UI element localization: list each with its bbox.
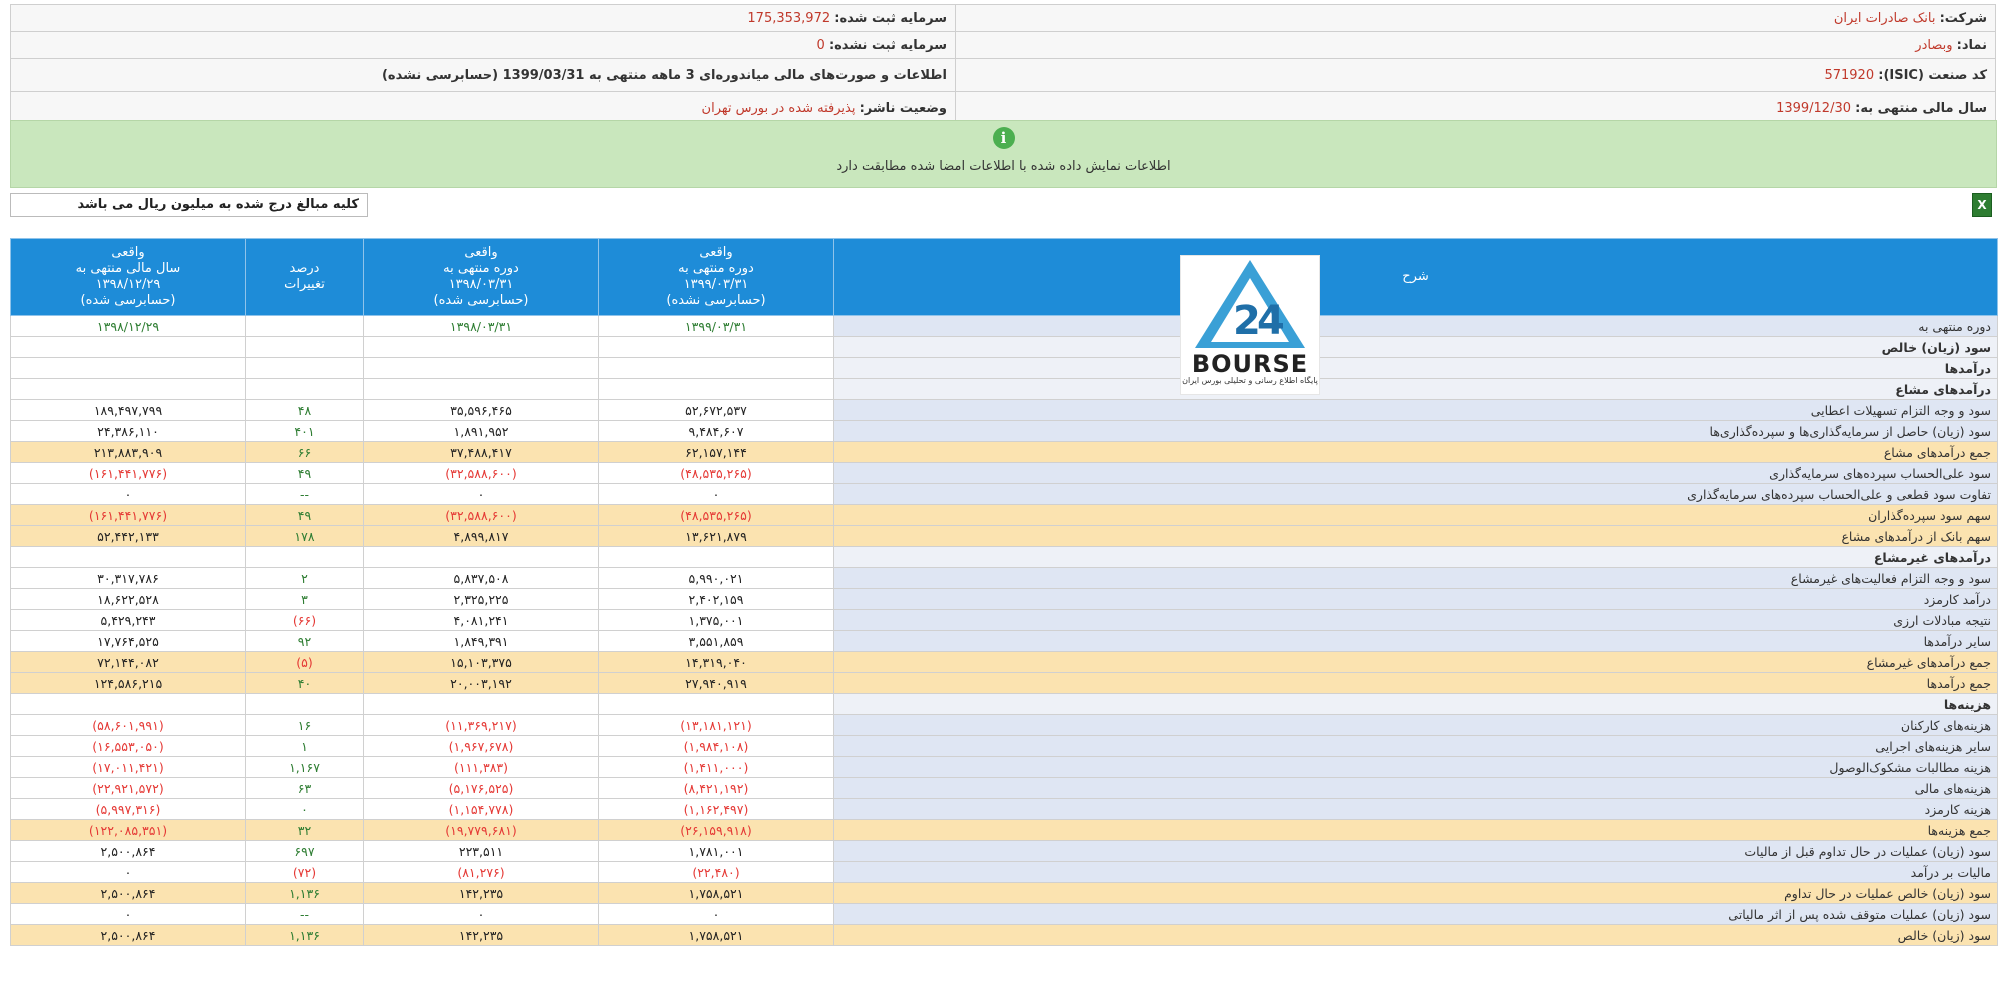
value-period-1398: ۱۵,۱۰۳,۳۷۵ bbox=[364, 652, 599, 673]
table-row bbox=[11, 337, 1998, 358]
value-fiscal-year-1398 bbox=[11, 358, 246, 379]
row-label: هزینه‌ها bbox=[834, 694, 1998, 715]
value-period-1399: ۱۳,۶۲۱,۸۷۹ bbox=[599, 526, 834, 547]
value-fiscal-year-1398 bbox=[11, 379, 246, 400]
value-change-percent: -- bbox=[246, 484, 364, 505]
unregistered-capital-cell bbox=[11, 32, 956, 59]
value-fiscal-year-1398: ۵۲,۴۴۲,۱۳۳ bbox=[11, 526, 246, 547]
value-period-1398: (۱,۹۶۷,۶۷۸) bbox=[364, 736, 599, 757]
symbol-label: نماد: bbox=[1956, 37, 1987, 53]
value-period-1398: (۵,۱۷۶,۵۲۵) bbox=[364, 778, 599, 799]
value-period-1398 bbox=[364, 694, 599, 715]
header-line: دوره منتهی به bbox=[678, 261, 754, 276]
table-row bbox=[11, 631, 1998, 652]
value-fiscal-year-1398: ۰ bbox=[11, 862, 246, 883]
header-line: تغییرات bbox=[284, 277, 325, 292]
row-label: سود (زیان) حاصل از سرمایه‌گذاری‌ها و سپرده‌گذاری‌ها bbox=[834, 421, 1998, 442]
table-row bbox=[11, 715, 1998, 736]
value-change-percent: ۶۳ bbox=[246, 778, 364, 799]
value-fiscal-year-1398: ۲۴,۳۸۶,۱۱۰ bbox=[11, 421, 246, 442]
header-line: ۱۳۹۸/۰۳/۳۱ bbox=[448, 277, 514, 292]
row-label: سایر درآمدها bbox=[834, 631, 1998, 652]
value-period-1398 bbox=[364, 358, 599, 379]
value-change-percent bbox=[246, 379, 364, 400]
value-fiscal-year-1398: (۱۲۲,۰۸۵,۳۵۱) bbox=[11, 820, 246, 841]
value-period-1398: (۱۹,۷۷۹,۶۸۱) bbox=[364, 820, 599, 841]
row-label: درآمدهای مشاع bbox=[834, 379, 1998, 400]
value-period-1398 bbox=[364, 379, 599, 400]
header-line: (حسابرسی نشده) bbox=[666, 293, 766, 308]
isic-value: 571920 bbox=[1824, 67, 1875, 83]
value-period-1398: (۳۲,۵۸۸,۶۰۰) bbox=[364, 505, 599, 526]
value-fiscal-year-1398: (۱۶۱,۴۴۱,۷۷۶) bbox=[11, 463, 246, 484]
table-row bbox=[11, 316, 1998, 337]
table-row bbox=[11, 778, 1998, 799]
value-period-1399: ۱,۷۵۸,۵۲۱ bbox=[599, 883, 834, 904]
header-line: سال مالی منتهی به bbox=[75, 261, 181, 276]
value-change-percent: ۴۰ bbox=[246, 673, 364, 694]
value-change-percent: ۱,۱۶۷ bbox=[246, 757, 364, 778]
table-row bbox=[11, 757, 1998, 778]
company-label: شرکت: bbox=[1939, 10, 1987, 26]
table-row bbox=[11, 505, 1998, 526]
value-period-1398: (۱۱۱,۳۸۳) bbox=[364, 757, 599, 778]
row-label: نتیجه مبادلات ارزی bbox=[834, 610, 1998, 631]
col-header-period-1399 bbox=[599, 239, 834, 316]
table-row bbox=[11, 463, 1998, 484]
row-label: تفاوت سود قطعی و علی‌الحساب سپرده‌های سرمایه‌گذاری bbox=[834, 484, 1998, 505]
header-line: دوره منتهی به bbox=[443, 261, 519, 276]
header-line: (حسابرسی شده) bbox=[433, 293, 529, 308]
value-period-1398: (۳۲,۵۸۸,۶۰۰) bbox=[364, 463, 599, 484]
row-label: هزینه مطالبات مشکوک‌الوصول bbox=[834, 757, 1998, 778]
financial-statement-table bbox=[10, 238, 1998, 946]
value-fiscal-year-1398 bbox=[11, 337, 246, 358]
row-label: سهم سود سپرده‌گذاران bbox=[834, 505, 1998, 526]
value-fiscal-year-1398: ۵,۴۲۹,۲۴۳ bbox=[11, 610, 246, 631]
value-change-percent: ۴۰۱ bbox=[246, 421, 364, 442]
value-period-1398: ۲,۳۲۵,۲۲۵ bbox=[364, 589, 599, 610]
row-label: دوره منتهی به bbox=[834, 316, 1998, 337]
isic-cell bbox=[956, 59, 1996, 92]
value-period-1398: ۲۲۳,۵۱۱ bbox=[364, 841, 599, 862]
value-period-1399: ۹,۴۸۴,۶۰۷ bbox=[599, 421, 834, 442]
value-period-1398: ۱۳۹۸/۰۳/۳۱ bbox=[364, 316, 599, 337]
value-fiscal-year-1398: ۰ bbox=[11, 484, 246, 505]
value-period-1399: ۲,۴۰۲,۱۵۹ bbox=[599, 589, 834, 610]
unregistered-capital-label: سرمایه ثبت نشده: bbox=[828, 37, 947, 53]
value-change-percent: ۱,۱۳۶ bbox=[246, 925, 364, 946]
value-period-1399: ۱,۷۵۸,۵۲۱ bbox=[599, 925, 834, 946]
row-label: هزینه‌های مالی bbox=[834, 778, 1998, 799]
value-period-1399: ۵۲,۶۷۲,۵۳۷ bbox=[599, 400, 834, 421]
value-change-percent: (۷۲) bbox=[246, 862, 364, 883]
row-label: جمع درآمدهای مشاع bbox=[834, 442, 1998, 463]
value-period-1399: (۱۳,۱۸۱,۱۲۱) bbox=[599, 715, 834, 736]
registered-capital-value: 175,353,972 bbox=[747, 10, 831, 26]
value-period-1398: ۳۵,۵۹۶,۴۶۵ bbox=[364, 400, 599, 421]
value-period-1399: ۱,۷۸۱,۰۰۱ bbox=[599, 841, 834, 862]
value-change-percent: ۲ bbox=[246, 568, 364, 589]
value-period-1398: ۱,۸۴۹,۳۹۱ bbox=[364, 631, 599, 652]
value-period-1398: ۰ bbox=[364, 904, 599, 925]
table-row bbox=[11, 652, 1998, 673]
table-row bbox=[11, 736, 1998, 757]
value-fiscal-year-1398: (۱۶۱,۴۴۱,۷۷۶) bbox=[11, 505, 246, 526]
table-row bbox=[11, 883, 1998, 904]
report-title: اطلاعات و صورت‌های مالی میاندوره‌ای 3 ماهه منتهی به 1399/03/31 (حسابرسی نشده) bbox=[381, 67, 947, 83]
value-period-1398: ۳۷,۴۸۸,۴۱۷ bbox=[364, 442, 599, 463]
value-period-1399: (۱,۹۸۴,۱۰۸) bbox=[599, 736, 834, 757]
fiscal-year-value: 1399/12/30 bbox=[1776, 100, 1851, 116]
table-row bbox=[11, 400, 1998, 421]
header-line: واقعی bbox=[464, 245, 498, 260]
value-change-percent bbox=[246, 337, 364, 358]
value-fiscal-year-1398: ۲۱۳,۸۸۳,۹۰۹ bbox=[11, 442, 246, 463]
value-period-1399: ۱۴,۳۱۹,۰۴۰ bbox=[599, 652, 834, 673]
value-period-1398: ۴,۰۸۱,۲۴۱ bbox=[364, 610, 599, 631]
value-period-1398: ۱۴۲,۲۳۵ bbox=[364, 883, 599, 904]
value-change-percent: ۶۹۷ bbox=[246, 841, 364, 862]
company-value[interactable]: بانک صادرات ایران bbox=[1833, 10, 1936, 26]
row-label: درآمدهای غیرمشاع bbox=[834, 547, 1998, 568]
value-fiscal-year-1398: ۱۸,۶۲۲,۵۲۸ bbox=[11, 589, 246, 610]
value-period-1398: ۱۴۲,۲۳۵ bbox=[364, 925, 599, 946]
header-line: واقعی bbox=[111, 245, 145, 260]
value-period-1399: (۱,۴۱۱,۰۰۰) bbox=[599, 757, 834, 778]
col-header-description bbox=[834, 239, 1998, 316]
table-row bbox=[11, 379, 1998, 400]
table-row bbox=[11, 568, 1998, 589]
table-row bbox=[11, 442, 1998, 463]
value-change-percent: ۱۷۸ bbox=[246, 526, 364, 547]
value-period-1398: (۸۱,۲۷۶) bbox=[364, 862, 599, 883]
value-change-percent: (۶۶) bbox=[246, 610, 364, 631]
value-fiscal-year-1398: (۱۷,۰۱۱,۴۲۱) bbox=[11, 757, 246, 778]
table-row bbox=[11, 904, 1998, 925]
table-row bbox=[11, 841, 1998, 862]
value-fiscal-year-1398: ۰ bbox=[11, 904, 246, 925]
value-change-percent bbox=[246, 316, 364, 337]
value-period-1399 bbox=[599, 337, 834, 358]
value-change-percent bbox=[246, 547, 364, 568]
value-period-1398: ۱,۸۹۱,۹۵۲ bbox=[364, 421, 599, 442]
value-period-1399: ۱۳۹۹/۰۳/۳۱ bbox=[599, 316, 834, 337]
value-fiscal-year-1398: (۵,۹۹۷,۳۱۶) bbox=[11, 799, 246, 820]
value-change-percent: ۰ bbox=[246, 799, 364, 820]
table-row bbox=[11, 358, 1998, 379]
row-label: درآمد کارمزد bbox=[834, 589, 1998, 610]
value-fiscal-year-1398: ۲,۵۰۰,۸۶۴ bbox=[11, 883, 246, 904]
bourse-logo bbox=[1180, 255, 1320, 395]
row-label: جمع درآمدهای غیرمشاع bbox=[834, 652, 1998, 673]
value-fiscal-year-1398: ۱۷,۷۶۴,۵۲۵ bbox=[11, 631, 246, 652]
header-line: (حسابرسی شده) bbox=[80, 293, 176, 308]
value-period-1399: ۱,۳۷۵,۰۰۱ bbox=[599, 610, 834, 631]
company-info-table bbox=[10, 4, 1996, 127]
isic-label: کد صنعت (ISIC): bbox=[1878, 67, 1987, 83]
value-period-1398 bbox=[364, 337, 599, 358]
value-fiscal-year-1398 bbox=[11, 547, 246, 568]
header-line: ۱۳۹۹/۰۳/۳۱ bbox=[683, 277, 749, 292]
value-period-1399: (۲۲,۴۸۰) bbox=[599, 862, 834, 883]
table-row bbox=[11, 799, 1998, 820]
table-row bbox=[11, 673, 1998, 694]
row-label: سود (زیان) عملیات متوقف شده پس از اثر مالیاتی bbox=[834, 904, 1998, 925]
value-period-1398: ۵,۸۳۷,۵۰۸ bbox=[364, 568, 599, 589]
value-period-1399: ۲۷,۹۴۰,۹۱۹ bbox=[599, 673, 834, 694]
value-fiscal-year-1398: ۲,۵۰۰,۸۶۴ bbox=[11, 925, 246, 946]
value-period-1399: (۴۸,۵۳۵,۲۶۵) bbox=[599, 463, 834, 484]
table-row bbox=[11, 610, 1998, 631]
registered-capital-cell bbox=[11, 5, 956, 32]
value-period-1399: ۰ bbox=[599, 904, 834, 925]
value-period-1399: ۳,۵۵۱,۸۵۹ bbox=[599, 631, 834, 652]
row-label: هزینه کارمزد bbox=[834, 799, 1998, 820]
value-period-1398: ۰ bbox=[364, 484, 599, 505]
svg-text:2: 2 bbox=[1233, 298, 1261, 344]
value-fiscal-year-1398: ۱۳۹۸/۱۲/۲۹ bbox=[11, 316, 246, 337]
value-fiscal-year-1398: ۱۸۹,۴۹۷,۷۹۹ bbox=[11, 400, 246, 421]
value-period-1398: ۴,۸۹۹,۸۱۷ bbox=[364, 526, 599, 547]
value-period-1399: ۵,۹۹۰,۰۲۱ bbox=[599, 568, 834, 589]
col-header-change-percent bbox=[246, 239, 364, 316]
table-row bbox=[11, 421, 1998, 442]
value-change-percent: ۴۹ bbox=[246, 463, 364, 484]
verification-notice bbox=[10, 120, 1997, 188]
bourse-logo-mark bbox=[1181, 256, 1319, 352]
svg-text:4: 4 bbox=[1257, 298, 1285, 344]
value-change-percent: ۳ bbox=[246, 589, 364, 610]
row-label: سود و وجه التزام تسهیلات اعطایی bbox=[834, 400, 1998, 421]
value-change-percent: ۱,۱۳۶ bbox=[246, 883, 364, 904]
value-change-percent: ۱۶ bbox=[246, 715, 364, 736]
value-period-1398: (۱,۱۵۴,۷۷۸) bbox=[364, 799, 599, 820]
row-label: سود (زیان) خالص bbox=[834, 337, 1998, 358]
units-note: کلیه مبالغ درج شده به میلیون ریال می باشد bbox=[10, 193, 368, 217]
header-line: واقعی bbox=[699, 245, 733, 260]
row-label: سود و وجه التزام فعالیت‌های غیرمشاع bbox=[834, 568, 1998, 589]
value-period-1399: ۶۲,۱۵۷,۱۴۴ bbox=[599, 442, 834, 463]
publisher-status-value: پذیرفته شده در بورس تهران bbox=[701, 100, 856, 116]
value-period-1399: (۴۸,۵۳۵,۲۶۵) bbox=[599, 505, 834, 526]
table-row bbox=[11, 925, 1998, 946]
header-line: درصد bbox=[289, 261, 320, 276]
value-fiscal-year-1398: ۷۲,۱۴۴,۰۸۲ bbox=[11, 652, 246, 673]
header-line: شرح bbox=[1402, 269, 1429, 284]
value-change-percent bbox=[246, 358, 364, 379]
table-row bbox=[11, 820, 1998, 841]
value-change-percent: ۴۹ bbox=[246, 505, 364, 526]
info-icon: i bbox=[993, 127, 1015, 149]
publisher-status-label: وضعیت ناشر: bbox=[859, 100, 947, 116]
value-period-1399: ۰ bbox=[599, 484, 834, 505]
row-label: مالیات بر درآمد bbox=[834, 862, 1998, 883]
value-fiscal-year-1398: ۱۲۴,۵۸۶,۲۱۵ bbox=[11, 673, 246, 694]
table-body bbox=[11, 316, 1998, 946]
value-period-1399: (۲۶,۱۵۹,۹۱۸) bbox=[599, 820, 834, 841]
value-change-percent: ۶۶ bbox=[246, 442, 364, 463]
unregistered-capital-value: 0 bbox=[816, 37, 825, 53]
excel-icon[interactable]: X bbox=[1972, 193, 1992, 217]
table-row bbox=[11, 484, 1998, 505]
value-change-percent: ۳۲ bbox=[246, 820, 364, 841]
value-period-1398: (۱۱,۳۶۹,۲۱۷) bbox=[364, 715, 599, 736]
value-period-1399 bbox=[599, 694, 834, 715]
col-header-fiscal-year-1398 bbox=[11, 239, 246, 316]
logo-tagline: پایگاه اطلاع رسانی و تحلیلی بورس ایران bbox=[1182, 376, 1318, 385]
table-row bbox=[11, 694, 1998, 715]
table-header-row bbox=[11, 239, 1998, 316]
value-period-1398 bbox=[364, 547, 599, 568]
value-period-1398: ۲۰,۰۰۳,۱۹۲ bbox=[364, 673, 599, 694]
value-fiscal-year-1398 bbox=[11, 694, 246, 715]
registered-capital-label: سرمایه ثبت شده: bbox=[834, 10, 947, 26]
notice-text: اطلاعات نمایش داده شده با اطلاعات امضا شده مطابقت دارد bbox=[836, 159, 1171, 174]
row-label: جمع درآمدها bbox=[834, 673, 1998, 694]
value-change-percent: ۴۸ bbox=[246, 400, 364, 421]
value-period-1399 bbox=[599, 547, 834, 568]
header-line: ۱۳۹۸/۱۲/۲۹ bbox=[95, 277, 161, 292]
value-change-percent: ۱ bbox=[246, 736, 364, 757]
value-fiscal-year-1398: (۵۸,۶۰۱,۹۹۱) bbox=[11, 715, 246, 736]
symbol-value[interactable]: وبصادر bbox=[1915, 37, 1953, 53]
row-label: هزینه‌های کارکنان bbox=[834, 715, 1998, 736]
value-period-1399 bbox=[599, 358, 834, 379]
col-header-period-1398 bbox=[364, 239, 599, 316]
value-period-1399: (۸,۴۲۱,۱۹۲) bbox=[599, 778, 834, 799]
row-label: سود علی‌الحساب سپرده‌های سرمایه‌گذاری bbox=[834, 463, 1998, 484]
row-label: سود (زیان) عملیات در حال تداوم قبل از مالیات bbox=[834, 841, 1998, 862]
value-change-percent: (۵) bbox=[246, 652, 364, 673]
logo-wordmark: BOURSE bbox=[1191, 350, 1309, 378]
value-fiscal-year-1398: (۱۶,۵۵۳,۰۵۰) bbox=[11, 736, 246, 757]
report-title-cell bbox=[11, 59, 956, 92]
table-row bbox=[11, 589, 1998, 610]
row-label: سود (زیان) خالص عملیات در حال تداوم bbox=[834, 883, 1998, 904]
value-period-1399 bbox=[599, 379, 834, 400]
table-row bbox=[11, 526, 1998, 547]
company-cell bbox=[956, 5, 1996, 32]
row-label: جمع هزینه‌ها bbox=[834, 820, 1998, 841]
fiscal-year-label: سال مالی منتهی به: bbox=[1855, 100, 1987, 116]
value-change-percent: -- bbox=[246, 904, 364, 925]
table-row bbox=[11, 862, 1998, 883]
row-label: سایر هزینه‌های اجرایی bbox=[834, 736, 1998, 757]
row-label: درآمدها bbox=[834, 358, 1998, 379]
value-fiscal-year-1398: (۲۲,۹۲۱,۵۷۲) bbox=[11, 778, 246, 799]
row-label: سود (زیان) خالص bbox=[834, 925, 1998, 946]
value-fiscal-year-1398: ۲,۵۰۰,۸۶۴ bbox=[11, 841, 246, 862]
row-label: سهم بانک از درآمدهای مشاع bbox=[834, 526, 1998, 547]
value-period-1399: (۱,۱۶۲,۴۹۷) bbox=[599, 799, 834, 820]
value-change-percent: ۹۲ bbox=[246, 631, 364, 652]
value-change-percent bbox=[246, 694, 364, 715]
value-fiscal-year-1398: ۳۰,۳۱۷,۷۸۶ bbox=[11, 568, 246, 589]
symbol-cell bbox=[956, 32, 1996, 59]
table-row bbox=[11, 547, 1998, 568]
